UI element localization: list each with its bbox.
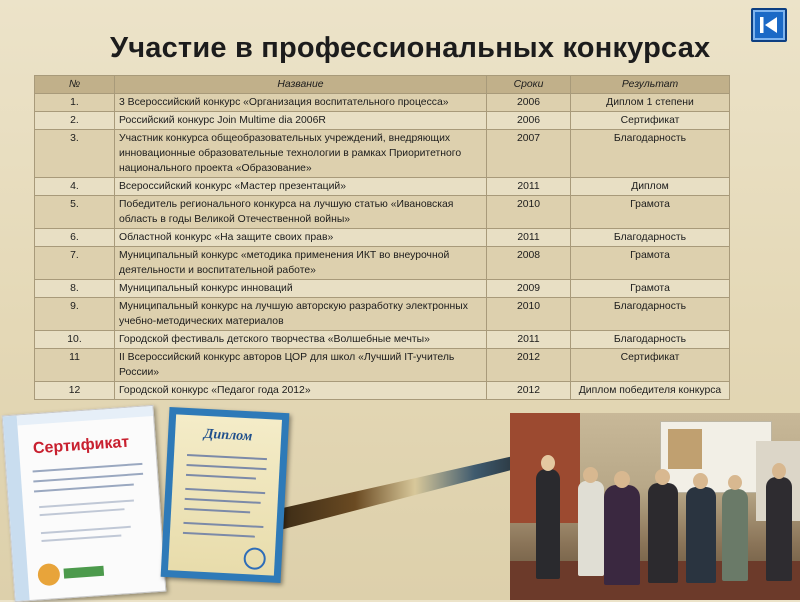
page-title: Участие в профессиональных конкурсах: [110, 32, 711, 64]
table-row: [35, 349, 730, 382]
row-result: Диплом 1 степени: [571, 94, 730, 112]
row-number: 9.: [35, 298, 115, 331]
row-term: 2009: [487, 280, 571, 298]
row-name: 3 Всероссийский конкурс «Организация воспитательного процесса»: [115, 94, 487, 112]
row-name: Городской фестиваль детского творчества «Волшебные мечты»: [115, 331, 487, 349]
row-result: Грамота: [571, 247, 730, 280]
row-term: 2012: [487, 349, 571, 382]
row-name: Всероссийский конкурс «Мастер презентаций»: [115, 178, 487, 196]
table-row: [35, 229, 730, 247]
row-number: 8.: [35, 280, 115, 298]
award-ceremony-photo: [510, 413, 800, 600]
row-term: 2011: [487, 331, 571, 349]
pen-image: [250, 430, 550, 540]
diploma-image: [161, 407, 290, 583]
row-name: Победитель регионального конкурса на лучшую статью «Ивановская область в годы Великой Отечественной войны»: [115, 196, 487, 229]
row-term: 2006: [487, 112, 571, 130]
row-number: 11: [35, 349, 115, 382]
skip-back-icon: [758, 15, 780, 35]
table-row: [35, 112, 730, 130]
row-result: Диплом: [571, 178, 730, 196]
col-header-name: Название: [115, 76, 487, 94]
row-name: Городской конкурс «Педагог года 2012»: [115, 382, 487, 400]
row-result: Диплом победителя конкурса: [571, 382, 730, 400]
row-number: 10.: [35, 331, 115, 349]
row-term: 2012: [487, 382, 571, 400]
row-term: 2008: [487, 247, 571, 280]
contests-table: [34, 75, 730, 400]
row-name: Муниципальный конкурс инноваций: [115, 280, 487, 298]
row-result: Благодарность: [571, 130, 730, 178]
table-row: [35, 94, 730, 112]
certificate-heading: Сертификат: [32, 433, 130, 458]
row-term: 2010: [487, 298, 571, 331]
row-name: II Всероссийский конкурс авторов ЦОР для школ «Лучший IT-учитель России»: [115, 349, 487, 382]
row-number: 7.: [35, 247, 115, 280]
row-name: Российский конкурс Join Multime dia 2006R: [115, 112, 487, 130]
col-header-result: Результат: [571, 76, 730, 94]
row-term: 2010: [487, 196, 571, 229]
row-name: Участник конкурса общеобразовательных учреждений, внедряющих инновационные образовательные технологии в рамках Приоритетного национального проекта «Образование»: [115, 130, 487, 178]
row-number: 6.: [35, 229, 115, 247]
table-row: [35, 382, 730, 400]
table-row: [35, 331, 730, 349]
table-row: [35, 130, 730, 178]
row-number: 12: [35, 382, 115, 400]
row-number: 4.: [35, 178, 115, 196]
row-number: 1.: [35, 94, 115, 112]
table-row: [35, 178, 730, 196]
table-row: [35, 298, 730, 331]
back-button[interactable]: [751, 8, 787, 42]
row-term: 2007: [487, 130, 571, 178]
row-result: Грамота: [571, 196, 730, 229]
row-number: 5.: [35, 196, 115, 229]
row-term: 2011: [487, 178, 571, 196]
row-result: Грамота: [571, 280, 730, 298]
certificate-image: [2, 405, 167, 602]
row-result: Благодарность: [571, 331, 730, 349]
row-name: Муниципальный конкурс на лучшую авторскую разработку электронных учебно-методических материалов: [115, 298, 487, 331]
row-term: 2006: [487, 94, 571, 112]
col-header-term: Сроки: [487, 76, 571, 94]
row-result: Благодарность: [571, 229, 730, 247]
row-result: Сертификат: [571, 112, 730, 130]
row-name: Областной конкурс «На защите своих прав»: [115, 229, 487, 247]
row-number: 3.: [35, 130, 115, 178]
row-result: Сертификат: [571, 349, 730, 382]
row-term: 2011: [487, 229, 571, 247]
row-number: 2.: [35, 112, 115, 130]
col-header-number: №: [35, 76, 115, 94]
diploma-heading: Диплом: [203, 426, 253, 445]
table-header-row: [35, 76, 730, 94]
row-name: Муниципальный конкурс «методика применения ИКТ во внеурочной деятельности и воспитательной работе»: [115, 247, 487, 280]
table-row: [35, 247, 730, 280]
table-row: [35, 280, 730, 298]
table-row: [35, 196, 730, 229]
row-result: Благодарность: [571, 298, 730, 331]
